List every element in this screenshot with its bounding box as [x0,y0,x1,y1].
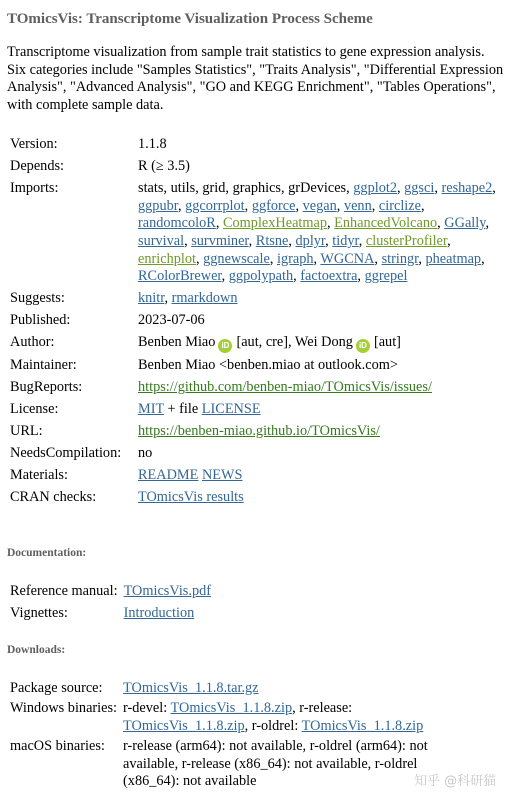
depends-row [7,156,501,178]
materials-news-link[interactable]: NEWS [201,467,243,484]
vignettes-value [121,603,214,626]
needscompilation-row [7,443,501,465]
macos-row [7,737,471,793]
import-stringr[interactable]: stringr [381,250,419,267]
import-stats: stats [138,180,164,197]
materials-readme-link[interactable]: README [138,467,199,484]
source-value [120,678,471,699]
reference-label: Reference manual: [10,582,118,599]
author-label: Author: [10,334,55,350]
downloads-table [7,678,471,793]
author-row [7,332,501,355]
import-ggnewscale[interactable]: ggnewscale [203,250,270,267]
version-label: Version: [10,136,58,153]
import-enhancedvolcano[interactable]: EnhancedVolcano [334,215,438,232]
vignettes-label: Vignettes: [10,605,68,622]
depends-value: R (≥ 3.5) [138,158,190,175]
import-enrichplot[interactable]: enrichplot [138,250,196,267]
author-roles-2: [aut] [373,334,401,350]
import-tidyr[interactable]: tidyr [332,232,359,249]
import-ggpubr[interactable]: ggpubr [138,197,178,214]
import-dplyr[interactable]: dplyr [295,232,326,249]
license-value [135,399,501,421]
published-value: 2023-07-06 [138,312,205,329]
maintainer-row [7,355,501,377]
import-venn[interactable]: venn [343,197,372,214]
import-ggally[interactable]: GGally [444,215,486,232]
win-oldrel-link[interactable]: TOmicsVis_1.1.8.zip [301,717,424,734]
suggests-label: Suggests: [10,290,65,307]
watermark: 知乎 @科研猫 [414,774,497,789]
license-mit-link[interactable]: MIT [138,401,164,418]
reference-value [121,580,214,603]
reference-manual-link[interactable]: TOmicsVis.pdf [123,582,211,599]
bugreports-row [7,377,501,399]
import-circlize[interactable]: circlize [378,197,421,214]
url-link[interactable]: https://benben-miao.github.io/TOmicsVis/ [138,423,380,440]
url-label: URL: [10,423,43,440]
source-label: Package source: [10,679,103,696]
maintainer-label: Maintainer: [10,357,77,374]
package-description: Transcriptome visualization from sample trait statistics to gene expression analysis. Six categories include "Samples Statistics", "Traits Analysis", "Differential Expression Analysis", "Advanced Analysis", "GO and KEGG Enrichment", "Tables Operations", with complete sample data. [7,44,504,113]
cran-checks-link[interactable]: TOmicsVis results [138,489,244,506]
depends-label: Depends: [10,158,64,175]
author-roles: [aut, cre], Wei Dong [236,334,353,350]
imports-list: stats, utils, grid, graphics, grDevices, ggplot2, ggsci, reshape2, ggpubr, ggcorrplot, ggforce, vegan, venn, circlize, randomcoloR, ComplexHeatmap, EnhancedVolcano, GGally, survival, survminer, Rtsne, dplyr, tidyr, clusterProfiler, enrichplot, ggnewscale, igraph, WGCNA, stringr, pheatmap, RColorBrewer, ggpolypath, factoextra, ggrepel [138,180,496,285]
vignette-introduction-link[interactable]: Introduction [123,605,195,622]
import-ggplot2[interactable]: ggplot2 [353,180,397,197]
published-row [7,310,501,332]
downloads-heading: Downloads: [7,644,66,656]
win-oldrel-prefix: , r-oldrel: [244,717,302,734]
import-rtsne[interactable]: Rtsne [255,232,289,249]
import-survminer[interactable]: survminer [191,232,249,249]
windows-value [120,699,471,737]
import-wgcna[interactable]: WGCNA [320,250,375,267]
import-grdevices: grDevices [288,180,347,197]
import-rcolorbrewer[interactable]: RColorBrewer [138,268,222,285]
suggests-link-knitr[interactable]: knitr [138,290,165,307]
license-row [7,399,501,421]
imports-label: Imports: [10,180,59,197]
author-value [135,332,501,355]
package-info-table [7,134,501,509]
orcid-icon[interactable]: iD [356,339,370,353]
import-ggsci[interactable]: ggsci [404,180,435,197]
needscompilation-label: NeedsCompilation: [10,445,122,462]
source-tarball-link[interactable]: TOmicsVis_1.1.8.tar.gz [123,679,259,696]
license-label: License: [10,401,59,418]
author-name: Benben Miao [138,334,216,350]
import-reshape2[interactable]: reshape2 [441,180,493,197]
macos-value: r-release (arm64): not available, r-oldrel (arm64): not available, r-release (x86_64): not available, r-oldrel (x86_64): not available [123,738,428,790]
import-survival[interactable]: survival [138,232,185,249]
import-utils: utils [170,180,196,197]
url-value [135,421,501,443]
win-release-link[interactable]: TOmicsVis_1.1.8.zip [123,717,245,734]
windows-row [7,699,471,737]
cran-checks-label: CRAN checks: [10,489,97,506]
import-vegan[interactable]: vegan [302,197,337,214]
materials-row [7,465,501,487]
page-title: TOmicsVis: Transcriptome Visualization Process Scheme [7,11,373,27]
import-complexheatmap[interactable]: ComplexHeatmap [222,215,328,232]
reference-row [7,580,214,603]
import-igraph[interactable]: igraph [276,250,314,267]
suggests-row [7,288,501,310]
url-row [7,421,501,443]
bugreports-label: BugReports: [10,379,83,396]
suggests-link-rmarkdown[interactable]: rmarkdown [171,290,238,307]
import-randomcolor[interactable]: randomcoloR [138,215,216,232]
vignettes-row [7,603,214,626]
orcid-icon[interactable]: iD [218,339,232,353]
import-grid: grid [202,180,226,197]
win-devel-prefix: r-devel: [123,700,171,717]
cran-checks-row [7,487,501,509]
imports-row [7,178,501,288]
version-row [7,134,501,156]
cran-checks-value [135,487,501,509]
needscompilation-value: no [138,445,153,462]
import-pheatmap[interactable]: pheatmap [425,250,482,267]
import-ggcorrplot[interactable]: ggcorrplot [185,197,245,214]
win-devel-link[interactable]: TOmicsVis_1.1.8.zip [170,700,293,717]
published-label: Published: [10,312,71,329]
bugreports-value [135,377,501,399]
license-text: + file [163,401,202,418]
documentation-table [7,580,214,625]
import-ggrepel[interactable]: ggrepel [364,268,408,285]
version-value: 1.1.8 [138,136,167,153]
macos-label: macOS binaries: [10,738,105,755]
import-ggforce[interactable]: ggforce [251,197,296,214]
win-release-prefix: , r-release: [292,700,353,717]
materials-label: Materials: [10,467,68,484]
suggests-list: knitr, rmarkdown [138,290,238,307]
maintainer-value: Benben Miao <benben.miao at outlook.com> [138,357,398,374]
documentation-heading: Documentation: [7,547,87,559]
import-factoextra[interactable]: factoextra [300,268,358,285]
materials-value [135,465,501,487]
import-ggpolypath[interactable]: ggpolypath [228,268,294,285]
windows-label: Windows binaries: [10,700,118,717]
bugreports-link[interactable]: https://github.com/benben-miao/TOmicsVis/issues/ [138,379,432,396]
import-graphics: graphics [232,180,281,197]
license-file-link[interactable]: LICENSE [201,401,261,418]
source-row [7,678,471,699]
import-clusterprofiler[interactable]: clusterProfiler [365,232,448,249]
